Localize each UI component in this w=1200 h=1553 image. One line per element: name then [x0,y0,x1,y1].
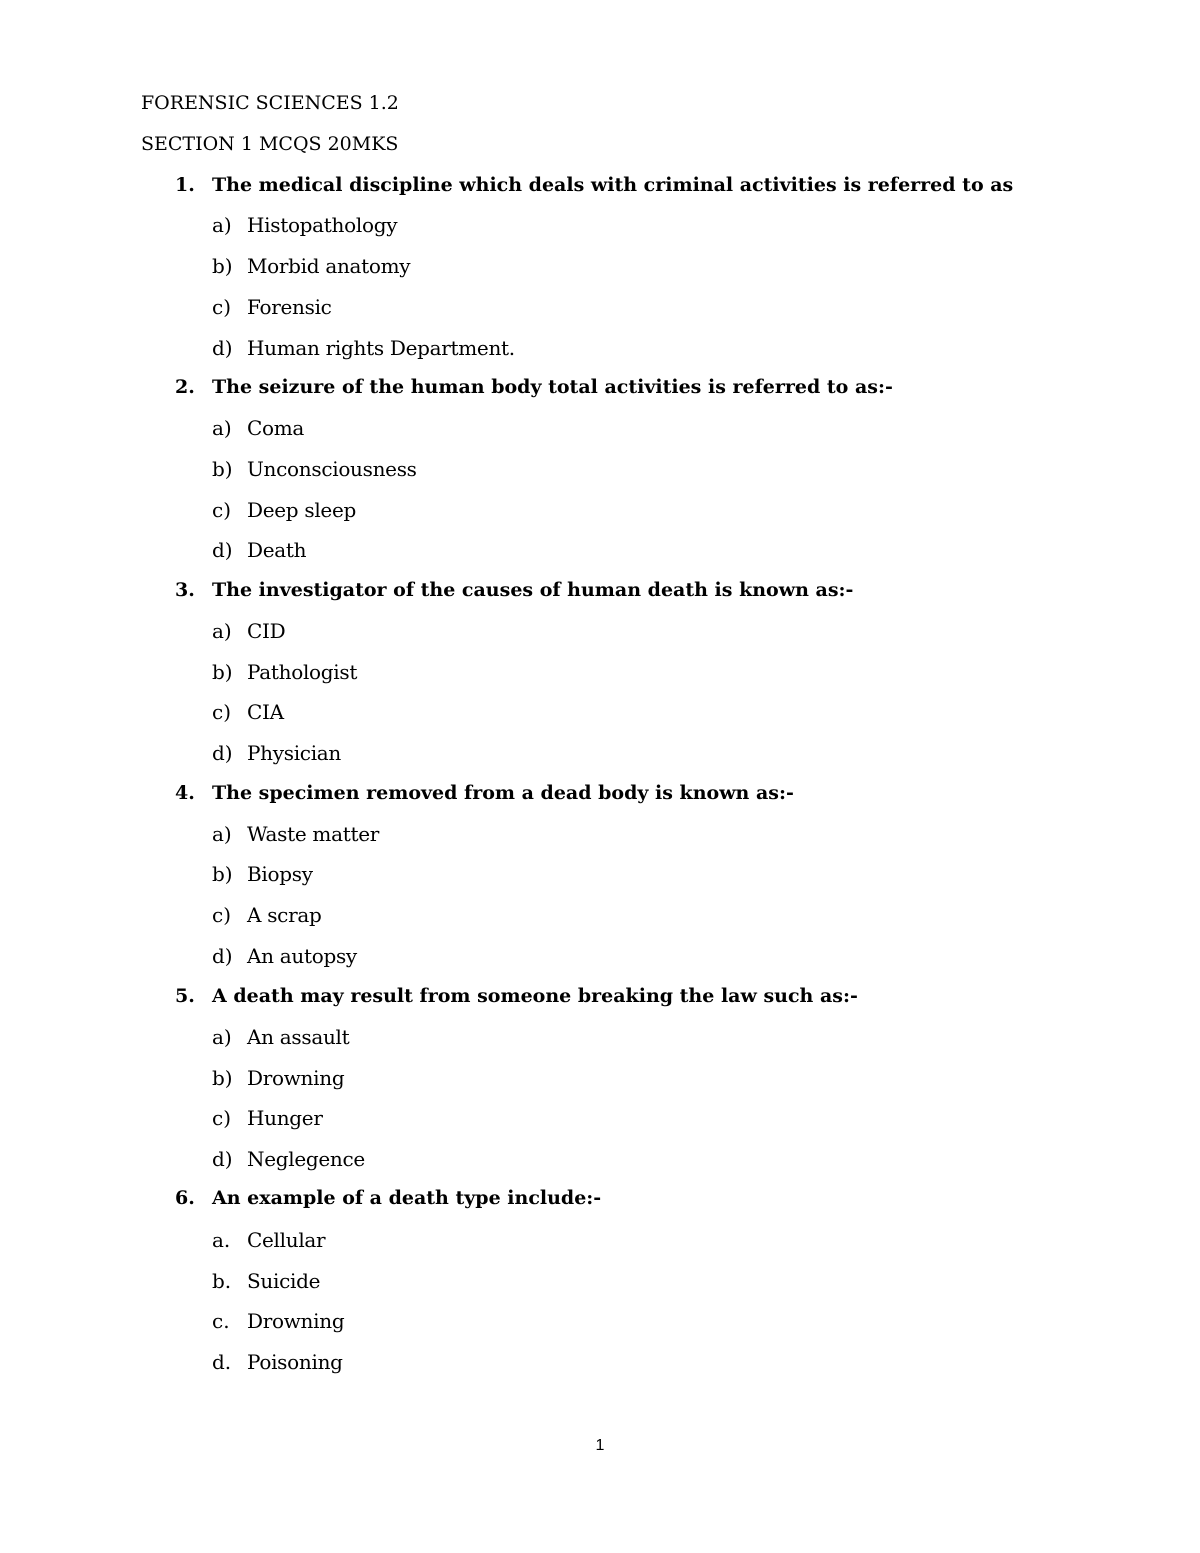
option-text: A scrap [247,903,322,927]
option-text: Death [247,538,307,562]
question-number: 6. [175,1187,195,1209]
option-label: a) [212,619,232,643]
question-number: 2. [175,376,195,398]
option-text: Suicide [247,1269,321,1293]
option-text: Drowning [247,1309,345,1333]
option-label: c) [212,903,232,927]
option-label: b) [212,254,233,278]
option-label: c. [212,1309,230,1333]
question-number: 4. [175,782,195,804]
option-label: b) [212,1066,233,1090]
option-label: a) [212,416,232,440]
question-number: 3. [175,579,195,601]
page-number: 1 [595,1437,605,1454]
option-text: Morbid anatomy [247,254,411,278]
option-label: d) [212,538,233,562]
option-text: Poisoning [247,1350,343,1374]
option-label: b) [212,862,233,886]
option-text: Waste matter [247,822,379,846]
option-label: a. [212,1228,231,1252]
option-label: b) [212,660,233,684]
option-label: c) [212,700,232,724]
option-label: a) [212,213,232,237]
option-label: d) [212,1147,233,1171]
question-number: 5. [175,985,195,1007]
question-text: The investigator of the causes of human death is known as:- [212,579,854,601]
option-text: Coma [247,416,305,440]
option-text: Forensic [247,295,332,319]
question-text: An example of a death type include:- [212,1187,602,1209]
option-text: Hunger [247,1106,323,1130]
question-text: The medical discipline which deals with criminal activities is referred to as [212,174,1014,196]
option-text: Cellular [247,1228,326,1252]
option-text: Drowning [247,1066,345,1090]
document-title: FORENSIC SCIENCES 1.2 [141,92,399,114]
option-text: Biopsy [247,862,313,886]
option-label: d. [212,1350,232,1374]
option-text: CIA [247,700,284,724]
question-text: The specimen removed from a dead body is known as:- [212,782,794,804]
option-label: d) [212,741,233,765]
option-label: c) [212,498,232,522]
option-text: Human rights Department. [247,336,515,360]
option-text: Unconsciousness [247,457,417,481]
option-text: An assault [247,1025,350,1049]
question-text: The seizure of the human body total activities is referred to as:- [212,376,893,398]
option-text: CID [247,619,286,643]
option-label: c) [212,1106,232,1130]
section-heading: SECTION 1 MCQS 20MKS [141,133,399,155]
option-text: Deep sleep [247,498,357,522]
option-label: d) [212,944,233,968]
question-number: 1. [175,174,195,196]
option-text: Physician [247,741,341,765]
option-text: Pathologist [247,660,358,684]
option-label: b) [212,457,233,481]
option-label: a) [212,822,232,846]
option-text: An autopsy [247,944,357,968]
option-label: d) [212,336,233,360]
option-label: a) [212,1025,232,1049]
question-text: A death may result from someone breaking the law such as:- [212,985,858,1007]
option-text: Neglegence [247,1147,365,1171]
option-text: Histopathology [247,213,398,237]
option-label: c) [212,295,232,319]
option-label: b. [212,1269,232,1293]
